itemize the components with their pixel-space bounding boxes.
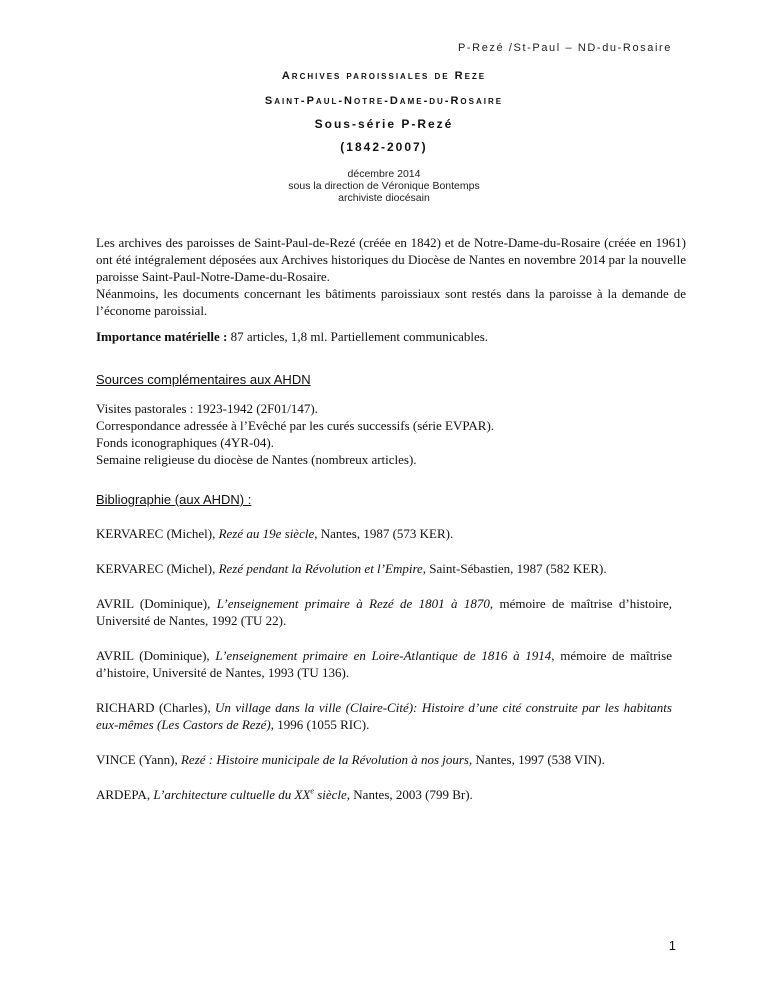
bibliography-item — [96, 751, 672, 768]
bib-author: VINCE (Yann), — [96, 752, 181, 767]
bib-rest: , Nantes, 1997 (538 VIN). — [468, 752, 605, 767]
bib-rest: , mémoire de maîtrise d’histoire, Université de Nantes, 1993 (TU 136). — [96, 648, 672, 680]
bibliography-heading: Bibliographie (aux AHDN) : — [96, 492, 252, 507]
title-dates: (1842-2007) — [340, 140, 428, 154]
importance-line — [96, 328, 686, 345]
bib-title: L’architecture cultuelle du XXe siècle — [153, 786, 347, 802]
bib-title: Rezé pendant la Révolution et l’Empire — [218, 561, 423, 576]
bib-author: KERVAREC (Michel), — [96, 526, 219, 541]
page-number: 1 — [668, 938, 676, 953]
meta-role: archiviste diocésain — [338, 192, 430, 204]
bib-author: RICHARD (Charles), — [96, 700, 216, 715]
bib-rest: , mémoire de maîtrise d’histoire, Université de Nantes, 1992 (TU 22). — [96, 596, 672, 628]
bib-rest: , Saint-Sébastien, 1987 (582 KER). — [422, 561, 607, 576]
intro-text — [96, 234, 686, 319]
bib-title: Rezé : Histoire municipale de la Révolution à nos jours — [180, 752, 469, 767]
meta-date: décembre 2014 — [347, 168, 421, 180]
intro-paragraph-2: Néanmoins, les documents concernant les bâtiments paroissiaux sont restés dans la paroisse à la demande de l’économe paroissial. — [96, 286, 686, 318]
running-header: P-Rezé /St-Paul – ND-du-Rosaire — [457, 42, 672, 54]
bibliography-item — [96, 647, 672, 681]
bibliography-item — [96, 699, 672, 733]
bib-rest: , 1996 (1055 RIC). — [270, 717, 370, 732]
list-item: Semaine religieuse du diocèse de Nantes (nombreux articles). — [96, 452, 417, 467]
sources-heading: Sources complémentaires aux AHDN — [96, 372, 311, 387]
bibliography-item — [96, 595, 672, 629]
list-item: Visites pastorales : 1923-1942 (2F01/147). — [96, 401, 319, 416]
bib-title: Rezé au 19e siècle — [218, 526, 315, 541]
list-item: Correspondance adressée à l’Evêché par les curés successifs (série EVPAR). — [96, 418, 495, 433]
bibliography-item — [96, 560, 672, 577]
bib-author: AVRIL (Dominique), — [96, 648, 216, 663]
bib-title: Un village dans la ville (Claire-Cité): Histoire d’une cité construite par les habitants eux-mêmes (Les Castors de Rezé) — [96, 700, 672, 732]
meta-direction: sous la direction de Véronique Bontemps — [288, 180, 480, 192]
list-item: Fonds iconographiques (4YR-04). — [96, 435, 275, 450]
bib-title: L’enseignement primaire à Rezé de 1801 à 1870 — [216, 596, 490, 611]
bib-rest: , Nantes, 2003 (799 Br). — [346, 787, 473, 802]
intro-paragraph-1: Les archives des paroisses de Saint-Paul-de-Rezé (créée en 1842) et de Notre-Dame-du-Rosaire (créée en 1961) ont été intégralement déposées aux Archives historiques du Diocèse de Nantes en novembre 2014 par la nouvelle paroisse Saint-Paul-Notre-Dame-du-Rosaire. — [96, 235, 686, 284]
bibliography-item — [96, 525, 672, 542]
bib-title: L’enseignement primaire en Loire-Atlantique de 1816 à 1914 — [215, 648, 552, 663]
importance-label: Importance matérielle : — [96, 329, 228, 344]
title-archives: Archives paroissiales de Reze — [281, 70, 487, 82]
bib-author: ARDEPA, — [96, 787, 154, 802]
bibliography-item — [96, 786, 672, 803]
importance-value: 87 articles, 1,8 ml. Partiellement communicables. — [227, 329, 489, 344]
bib-rest: , Nantes, 1987 (573 KER). — [314, 526, 454, 541]
bib-author: AVRIL (Dominique), — [96, 596, 217, 611]
title-subseries: Sous-série P-Rezé — [314, 117, 454, 131]
sources-list — [96, 400, 686, 468]
title-parish: Saint-Paul-Notre-Dame-du-Rosaire — [264, 95, 504, 107]
bib-author: KERVAREC (Michel), — [96, 561, 219, 576]
